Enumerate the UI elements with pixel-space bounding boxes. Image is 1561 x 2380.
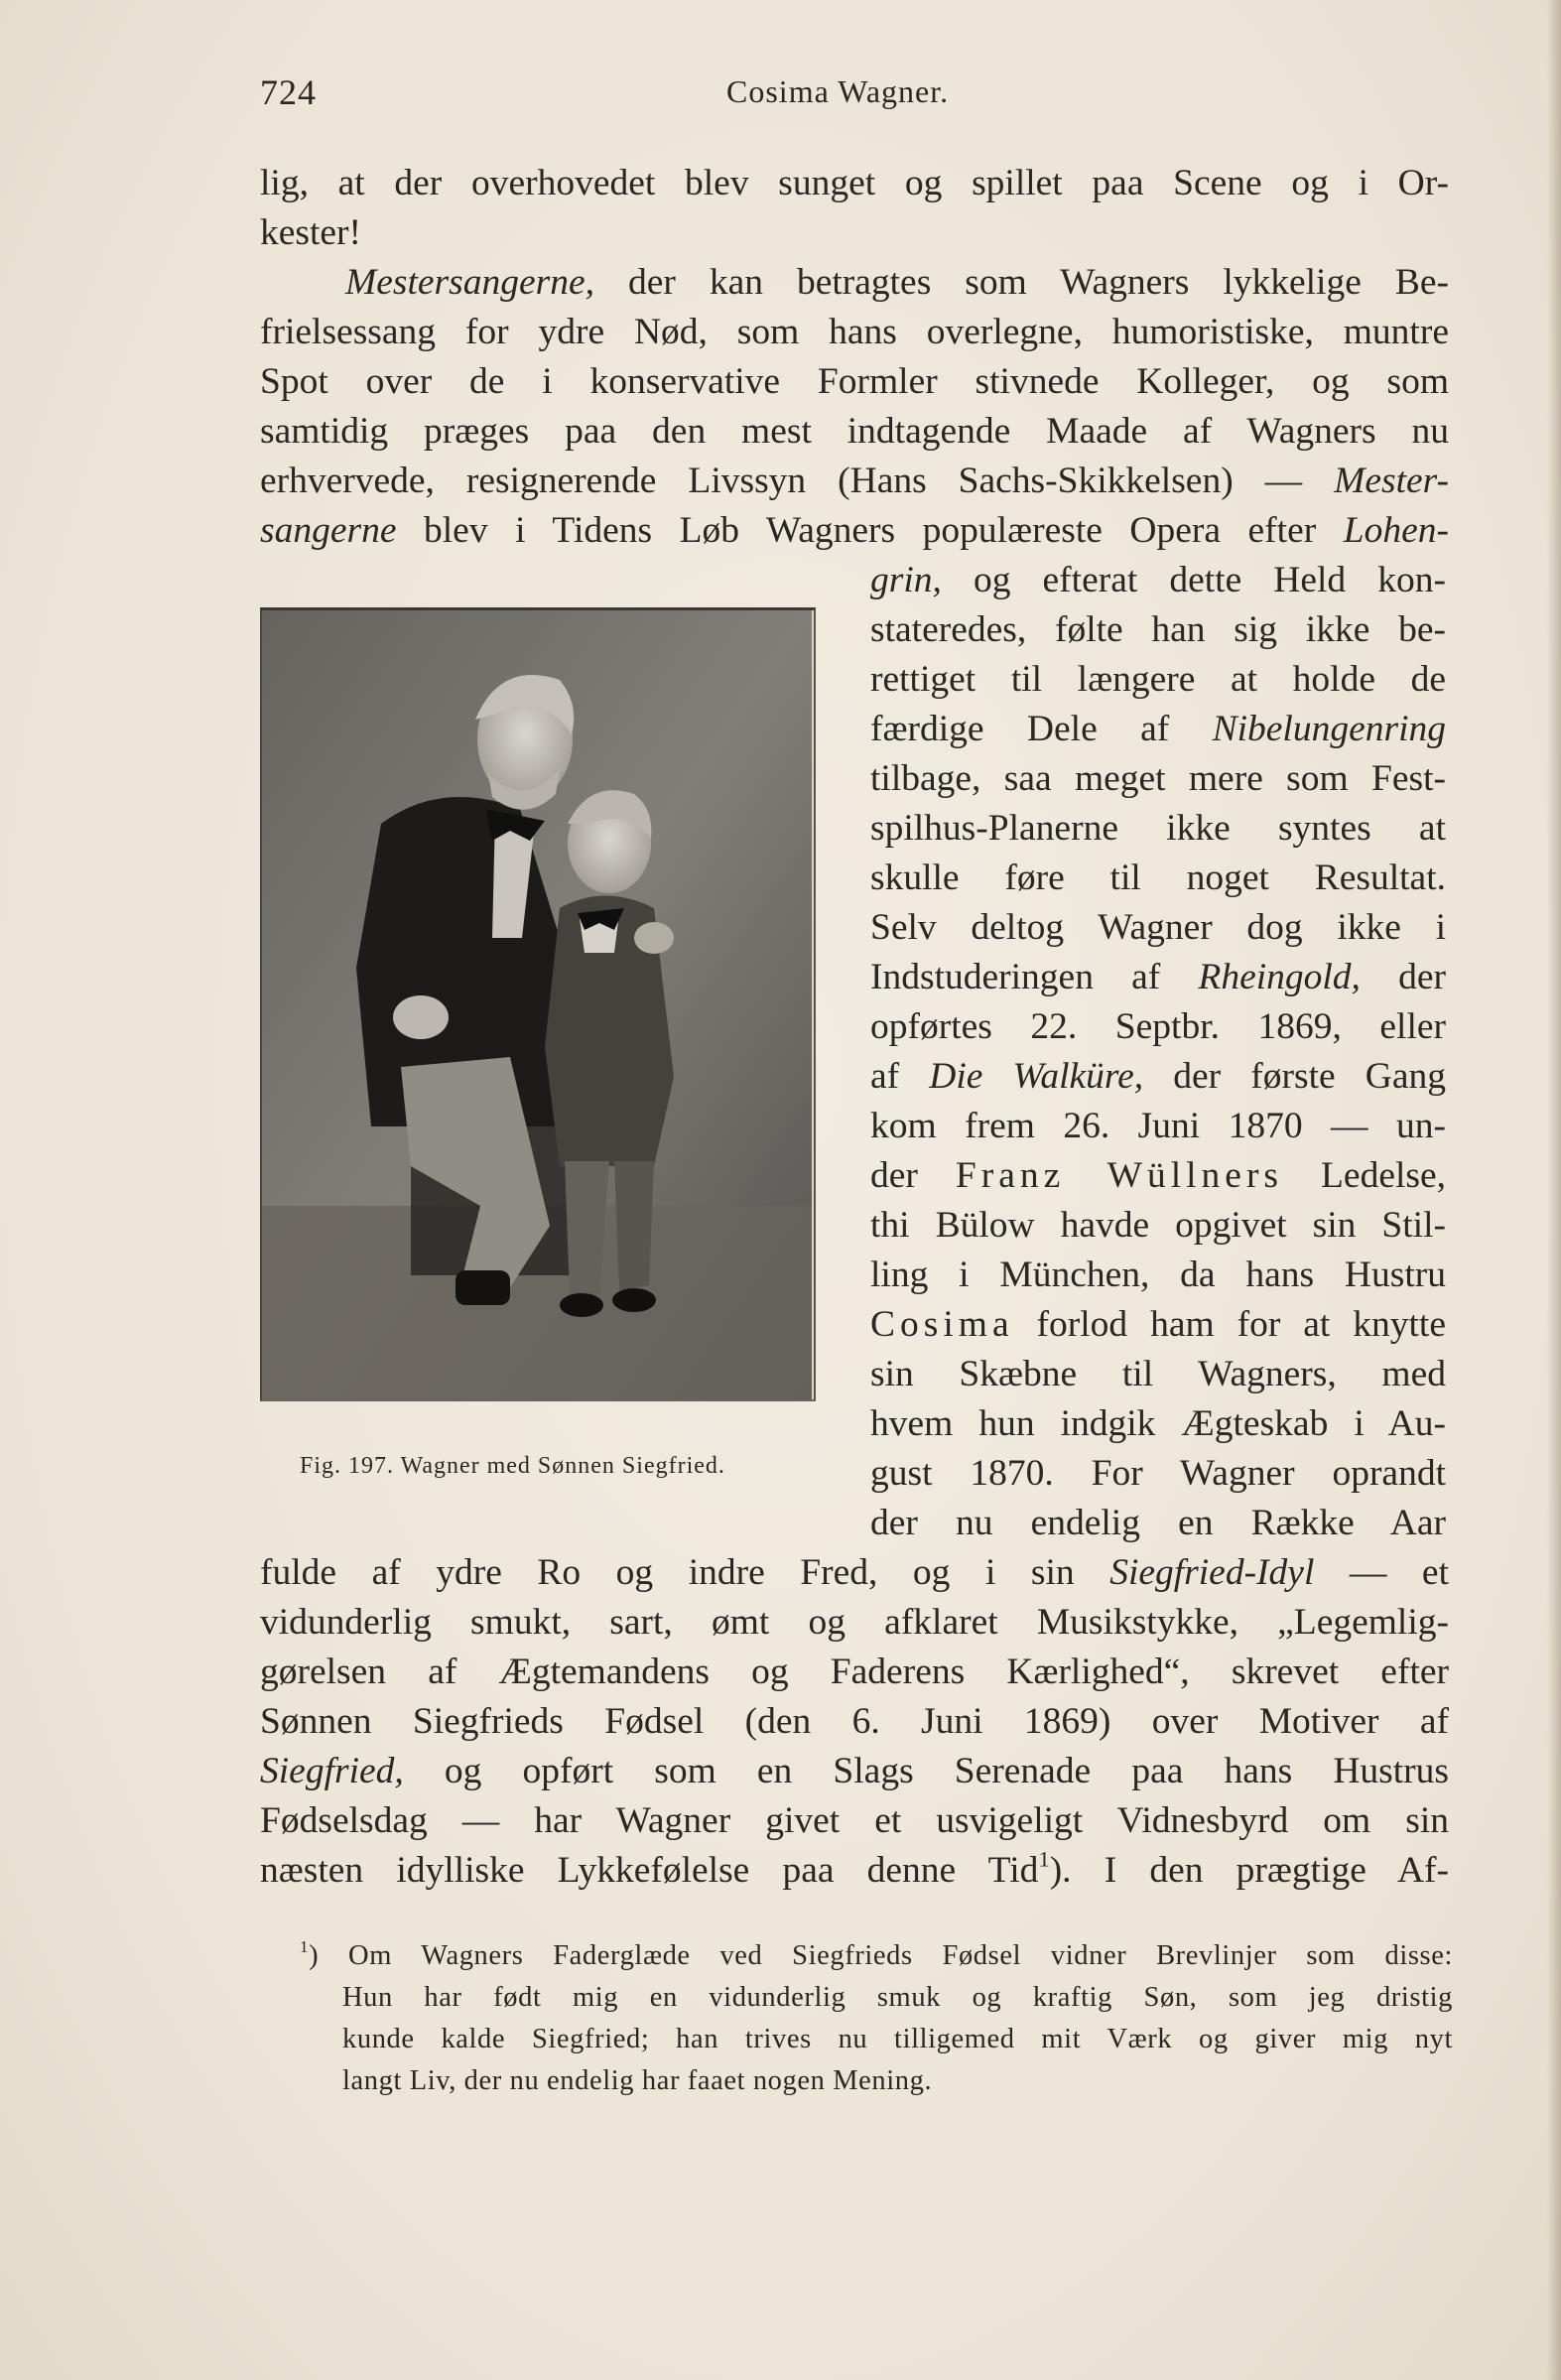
text-line: Indstuderingen af Rheingold, der [870,957,1446,997]
text-line: hvem hun indgik Ægteskab i Au- [870,1403,1446,1444]
text-line: Fødselsdag — har Wagner givet et usvigeligt Vidnesbyrd om sin [260,1800,1449,1841]
text-line: thi Bülow havde opgivet sin Stil- [870,1205,1446,1246]
text-line: Mestersangerne, der kan betragtes som Wagners lykkelige Be- [345,262,1449,303]
text-line: ling i München, da hans Hustru [870,1255,1446,1295]
work-title: Rheingold, [1198,957,1361,997]
photograph-image [262,610,812,1399]
text-line: gust 1870. For Wagner oprandt [870,1453,1446,1494]
text-line: gørelsen af Ægtemandens og Faderens Kærlighed“, skrevet efter [260,1652,1449,1692]
text-line: Spot over de i konservative Formler stivnede Kolleger, og som [260,361,1449,402]
text-line: lig, at der overhovedet blev sunget og spillet paa Scene og i Or- [260,163,1449,203]
figure-caption: Fig. 197. Wagner med Sønnen Siegfried. [300,1453,725,1479]
text-line: samtidig præges paa den mest indtagende Maade af Wagners nu [260,411,1449,452]
text-line: Cosima forlod ham for at knytte [870,1304,1446,1345]
work-title: Mestersangerne, [345,262,594,303]
photograph-wagner-and-siegfried [260,607,816,1401]
text-line: grin, og efterat dette Held kon- [870,560,1446,600]
text-line: spilhus-Planerne ikke syntes at [870,808,1446,849]
text-line: rettiget til længere at holde de [870,659,1446,700]
footnote-line: kunde kalde Siegfried; han trives nu tilligemed mit Værk og giver mig nyt [342,2024,1453,2054]
text-line: af Die Walküre, der første Gang [870,1056,1446,1097]
text-line: der Franz Wüllners Ledelse, [870,1155,1446,1196]
footnote-line: Hun har født mig en vidunderlig smuk og kraftig Søn, som jeg dristig [342,1982,1453,2013]
text-line: tilbage, saa meget mere som Fest- [870,758,1446,799]
work-title: Siegfried-Idyl [1109,1552,1315,1593]
page-number: 724 [260,72,317,112]
text-line: næsten idylliske Lykkefølelse paa denne Tid$^1$). I den prægtige Af- [260,1846,1449,1891]
page-header [260,71,1451,121]
work-title: Nibelungenring [1212,709,1446,749]
text-line: sin Skæbne til Wagners, med [870,1354,1446,1394]
page-edge-shadow [1547,0,1561,2380]
text-line: fulde af ydre Ro og indre Fred, og i sin Siegfried-Idyl — et [260,1552,1449,1593]
footnote-reference: 1 [1038,1846,1050,1872]
text-line: kom frem 26. Juni 1870 — un- [870,1106,1446,1146]
footnote-marker: 1 [300,1937,310,1957]
text-line: frielsessang for ydre Nød, som hans overlegne, humoristiske, muntre [260,312,1449,352]
spaced-name: Franz Wüllners [955,1155,1284,1196]
text-line: opførtes 22. Septbr. 1869, eller [870,1006,1446,1047]
text-line: sangerne blev i Tidens Løb Wagners populæreste Opera efter Lohen- [260,510,1449,551]
work-title: grin, [870,560,942,600]
text-line: Selv deltog Wagner dog ikke i [870,907,1446,948]
text-line: Siegfried, og opført som en Slags Serenade paa hans Hustrus [260,1751,1449,1791]
text-line: erhvervede, resignerende Livssyn (Hans Sachs-Skikkelsen) — Mester- [260,461,1449,501]
work-title: Siegfried, [260,1751,404,1791]
text-line: der nu endelig en Række Aar [870,1503,1446,1543]
spaced-name: Cosima [870,1304,1014,1345]
text-line: Sønnen Siegfrieds Fødsel (den 6. Juni 1869) over Motiver af [260,1701,1449,1742]
text-line: skulle føre til noget Resultat. [870,858,1446,898]
work-title: Die Walküre, [929,1056,1144,1097]
work-title: Mester- [1334,461,1449,501]
text-line: kester! [260,212,362,253]
text-line: vidunderlig smukt, sart, ømt og afklaret Musikstykke, „Legemlig- [260,1602,1449,1643]
work-title: Lohen- [1343,510,1449,551]
footnote-line: $^1$) Om Wagners Faderglæde ved Siegfrieds Fødsel vidner Brevlinjer som disse: [300,1937,1453,1971]
footnote-line: langt Liv, der nu endelig har faaet nogen Mening. [342,2065,933,2096]
work-title: sangerne [260,510,397,551]
running-head: Cosima Wagner. [726,73,950,109]
text-line: færdige Dele af Nibelungenring [870,709,1446,749]
text-line: stateredes, følte han sig ikke be- [870,609,1446,650]
